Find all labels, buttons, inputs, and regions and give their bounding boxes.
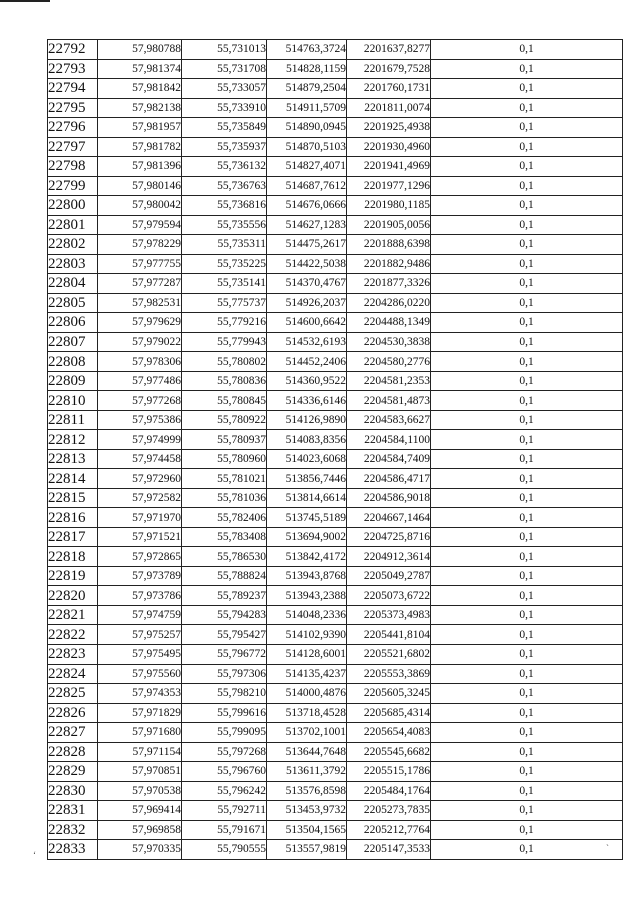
accuracy-cell: 0,1 xyxy=(431,684,623,704)
x-coordinate-cell: 514422,5038 xyxy=(267,254,347,274)
latitude-cell: 57,970335 xyxy=(98,840,182,860)
table-row xyxy=(48,801,623,821)
point-number-cell: 22809 xyxy=(48,371,98,391)
latitude-cell: 57,975495 xyxy=(98,644,182,664)
x-coordinate-cell: 514336,6146 xyxy=(267,391,347,411)
point-number-cell: 22811 xyxy=(48,410,98,430)
longitude-cell: 55,783408 xyxy=(182,527,267,547)
x-coordinate-cell: 513504,1565 xyxy=(267,820,347,840)
table-row xyxy=(48,98,623,118)
latitude-cell: 57,982138 xyxy=(98,98,182,118)
y-coordinate-cell: 2201679,7528 xyxy=(347,59,431,79)
accuracy-cell: 0,1 xyxy=(431,664,623,684)
point-number-cell: 22795 xyxy=(48,98,98,118)
y-coordinate-cell: 2201888,6398 xyxy=(347,235,431,255)
accuracy-cell: 0,1 xyxy=(431,235,623,255)
latitude-cell: 57,979022 xyxy=(98,332,182,352)
table-row xyxy=(48,820,623,840)
latitude-cell: 57,974999 xyxy=(98,430,182,450)
x-coordinate-cell: 514870,5103 xyxy=(267,137,347,157)
point-number-cell: 22800 xyxy=(48,196,98,216)
table-row xyxy=(48,391,623,411)
table-row xyxy=(48,410,623,430)
accuracy-cell: 0,1 xyxy=(431,527,623,547)
accuracy-cell: 0,1 xyxy=(431,313,623,333)
accuracy-cell: 0,1 xyxy=(431,410,623,430)
y-coordinate-cell: 2201905,0056 xyxy=(347,215,431,235)
latitude-cell: 57,973786 xyxy=(98,586,182,606)
y-coordinate-cell: 2201637,8277 xyxy=(347,40,431,60)
point-number-cell: 22796 xyxy=(48,118,98,138)
longitude-cell: 55,735937 xyxy=(182,137,267,157)
point-number-cell: 22821 xyxy=(48,605,98,625)
x-coordinate-cell: 514102,9390 xyxy=(267,625,347,645)
latitude-cell: 57,975560 xyxy=(98,664,182,684)
accuracy-cell: 0,1 xyxy=(431,430,623,450)
table-row xyxy=(48,371,623,391)
longitude-cell: 55,780802 xyxy=(182,352,267,372)
y-coordinate-cell: 2204286,0220 xyxy=(347,293,431,313)
table-row xyxy=(48,40,623,60)
longitude-cell: 55,786530 xyxy=(182,547,267,567)
x-coordinate-cell: 513814,6614 xyxy=(267,488,347,508)
accuracy-cell: 0,1 xyxy=(431,254,623,274)
longitude-cell: 55,799616 xyxy=(182,703,267,723)
latitude-cell: 57,971680 xyxy=(98,723,182,743)
point-number-cell: 22803 xyxy=(48,254,98,274)
accuracy-cell: 0,1 xyxy=(431,196,623,216)
longitude-cell: 55,735311 xyxy=(182,235,267,255)
accuracy-cell: 0,1 xyxy=(431,118,623,138)
y-coordinate-cell: 2205273,7835 xyxy=(347,801,431,821)
x-coordinate-cell: 514000,4876 xyxy=(267,684,347,704)
y-coordinate-cell: 2205515,1786 xyxy=(347,762,431,782)
table-row xyxy=(48,313,623,333)
y-coordinate-cell: 2205049,2787 xyxy=(347,566,431,586)
table-row xyxy=(48,488,623,508)
y-coordinate-cell: 2204912,3614 xyxy=(347,547,431,567)
table-row xyxy=(48,352,623,372)
y-coordinate-cell: 2205685,4314 xyxy=(347,703,431,723)
latitude-cell: 57,974353 xyxy=(98,684,182,704)
x-coordinate-cell: 514763,3724 xyxy=(267,40,347,60)
latitude-cell: 57,970538 xyxy=(98,781,182,801)
longitude-cell: 55,775737 xyxy=(182,293,267,313)
x-coordinate-cell: 514676,0666 xyxy=(267,196,347,216)
longitude-cell: 55,796760 xyxy=(182,762,267,782)
longitude-cell: 55,779216 xyxy=(182,313,267,333)
latitude-cell: 57,969858 xyxy=(98,820,182,840)
x-coordinate-cell: 514475,2617 xyxy=(267,235,347,255)
latitude-cell: 57,981374 xyxy=(98,59,182,79)
longitude-cell: 55,733910 xyxy=(182,98,267,118)
accuracy-cell: 0,1 xyxy=(431,449,623,469)
x-coordinate-cell: 514532,6193 xyxy=(267,332,347,352)
accuracy-cell: 0,1 xyxy=(431,801,623,821)
y-coordinate-cell: 2205484,1764 xyxy=(347,781,431,801)
point-number-cell: 22797 xyxy=(48,137,98,157)
y-coordinate-cell: 2204581,2353 xyxy=(347,371,431,391)
y-coordinate-cell: 2205605,3245 xyxy=(347,684,431,704)
y-coordinate-cell: 2205441,8104 xyxy=(347,625,431,645)
point-number-cell: 22802 xyxy=(48,235,98,255)
latitude-cell: 57,978229 xyxy=(98,235,182,255)
longitude-cell: 55,791671 xyxy=(182,820,267,840)
longitude-cell: 55,736132 xyxy=(182,157,267,177)
table-row xyxy=(48,527,623,547)
accuracy-cell: 0,1 xyxy=(431,352,623,372)
table-row xyxy=(48,235,623,255)
longitude-cell: 55,735141 xyxy=(182,274,267,294)
longitude-cell: 55,780845 xyxy=(182,391,267,411)
point-number-cell: 22817 xyxy=(48,527,98,547)
y-coordinate-cell: 2205373,4983 xyxy=(347,605,431,625)
x-coordinate-cell: 513718,4528 xyxy=(267,703,347,723)
accuracy-cell: 0,1 xyxy=(431,157,623,177)
coordinates-table xyxy=(47,39,623,860)
table-row xyxy=(48,723,623,743)
table-row xyxy=(48,430,623,450)
latitude-cell: 57,972865 xyxy=(98,547,182,567)
y-coordinate-cell: 2205545,6682 xyxy=(347,742,431,762)
longitude-cell: 55,735556 xyxy=(182,215,267,235)
x-coordinate-cell: 514600,6642 xyxy=(267,313,347,333)
latitude-cell: 57,981957 xyxy=(98,118,182,138)
y-coordinate-cell: 2201882,9486 xyxy=(347,254,431,274)
longitude-cell: 55,781036 xyxy=(182,488,267,508)
longitude-cell: 55,731013 xyxy=(182,40,267,60)
table-row xyxy=(48,469,623,489)
accuracy-cell: 0,1 xyxy=(431,469,623,489)
x-coordinate-cell: 514687,7612 xyxy=(267,176,347,196)
latitude-cell: 57,975386 xyxy=(98,410,182,430)
longitude-cell: 55,733057 xyxy=(182,79,267,99)
accuracy-cell: 0,1 xyxy=(431,137,623,157)
latitude-cell: 57,971154 xyxy=(98,742,182,762)
longitude-cell: 55,794283 xyxy=(182,605,267,625)
accuracy-cell: 0,1 xyxy=(431,644,623,664)
y-coordinate-cell: 2204584,1100 xyxy=(347,430,431,450)
table-row xyxy=(48,742,623,762)
point-number-cell: 22827 xyxy=(48,723,98,743)
accuracy-cell: 0,1 xyxy=(431,274,623,294)
longitude-cell: 55,797268 xyxy=(182,742,267,762)
point-number-cell: 22826 xyxy=(48,703,98,723)
point-number-cell: 22825 xyxy=(48,684,98,704)
y-coordinate-cell: 2204586,9018 xyxy=(347,488,431,508)
accuracy-cell: 0,1 xyxy=(431,820,623,840)
table-row xyxy=(48,508,623,528)
x-coordinate-cell: 514827,4071 xyxy=(267,157,347,177)
accuracy-cell: 0,1 xyxy=(431,605,623,625)
y-coordinate-cell: 2204488,1349 xyxy=(347,313,431,333)
accuracy-cell: 0,1 xyxy=(431,703,623,723)
table-row xyxy=(48,644,623,664)
table-row xyxy=(48,254,623,274)
point-number-cell: 22830 xyxy=(48,781,98,801)
latitude-cell: 57,980146 xyxy=(98,176,182,196)
latitude-cell: 57,977755 xyxy=(98,254,182,274)
x-coordinate-cell: 514926,2037 xyxy=(267,293,347,313)
point-number-cell: 22794 xyxy=(48,79,98,99)
latitude-cell: 57,971521 xyxy=(98,527,182,547)
accuracy-cell: 0,1 xyxy=(431,742,623,762)
point-number-cell: 22798 xyxy=(48,157,98,177)
scan-speck: ˋ xyxy=(606,843,609,853)
y-coordinate-cell: 2201930,4960 xyxy=(347,137,431,157)
x-coordinate-cell: 513943,2388 xyxy=(267,586,347,606)
table-row xyxy=(48,293,623,313)
accuracy-cell: 0,1 xyxy=(431,79,623,99)
latitude-cell: 57,978306 xyxy=(98,352,182,372)
accuracy-cell: 0,1 xyxy=(431,723,623,743)
point-number-cell: 22820 xyxy=(48,586,98,606)
table-row xyxy=(48,196,623,216)
table-row xyxy=(48,566,623,586)
point-number-cell: 22813 xyxy=(48,449,98,469)
point-number-cell: 22833 xyxy=(48,840,98,860)
x-coordinate-cell: 514890,0945 xyxy=(267,118,347,138)
x-coordinate-cell: 514135,4237 xyxy=(267,664,347,684)
accuracy-cell: 0,1 xyxy=(431,508,623,528)
y-coordinate-cell: 2204725,8716 xyxy=(347,527,431,547)
longitude-cell: 55,780960 xyxy=(182,449,267,469)
point-number-cell: 22831 xyxy=(48,801,98,821)
accuracy-cell: 0,1 xyxy=(431,371,623,391)
longitude-cell: 55,780836 xyxy=(182,371,267,391)
point-number-cell: 22805 xyxy=(48,293,98,313)
coordinates-table-body xyxy=(48,40,623,860)
y-coordinate-cell: 2201977,1296 xyxy=(347,176,431,196)
table-row xyxy=(48,781,623,801)
longitude-cell: 55,796772 xyxy=(182,644,267,664)
table-row xyxy=(48,684,623,704)
latitude-cell: 57,970851 xyxy=(98,762,182,782)
latitude-cell: 57,977268 xyxy=(98,391,182,411)
point-number-cell: 22829 xyxy=(48,762,98,782)
longitude-cell: 55,781021 xyxy=(182,469,267,489)
latitude-cell: 57,981782 xyxy=(98,137,182,157)
latitude-cell: 57,981396 xyxy=(98,157,182,177)
latitude-cell: 57,979629 xyxy=(98,313,182,333)
y-coordinate-cell: 2205147,3533 xyxy=(347,840,431,860)
point-number-cell: 22822 xyxy=(48,625,98,645)
table-row xyxy=(48,840,623,860)
point-number-cell: 22819 xyxy=(48,566,98,586)
y-coordinate-cell: 2204581,4873 xyxy=(347,391,431,411)
latitude-cell: 57,972960 xyxy=(98,469,182,489)
table-row xyxy=(48,137,623,157)
point-number-cell: 22792 xyxy=(48,40,98,60)
point-number-cell: 22824 xyxy=(48,664,98,684)
accuracy-cell: 0,1 xyxy=(431,840,623,860)
table-row xyxy=(48,176,623,196)
page-edge-mark xyxy=(0,0,50,2)
accuracy-cell: 0,1 xyxy=(431,586,623,606)
accuracy-cell: 0,1 xyxy=(431,391,623,411)
x-coordinate-cell: 514879,2504 xyxy=(267,79,347,99)
accuracy-cell: 0,1 xyxy=(431,98,623,118)
point-number-cell: 22823 xyxy=(48,644,98,664)
point-number-cell: 22807 xyxy=(48,332,98,352)
table-row xyxy=(48,449,623,469)
y-coordinate-cell: 2201811,0074 xyxy=(347,98,431,118)
x-coordinate-cell: 514627,1283 xyxy=(267,215,347,235)
y-coordinate-cell: 2201980,1185 xyxy=(347,196,431,216)
point-number-cell: 22806 xyxy=(48,313,98,333)
y-coordinate-cell: 2205212,7764 xyxy=(347,820,431,840)
point-number-cell: 22818 xyxy=(48,547,98,567)
point-number-cell: 22804 xyxy=(48,274,98,294)
y-coordinate-cell: 2204667,1464 xyxy=(347,508,431,528)
longitude-cell: 55,795427 xyxy=(182,625,267,645)
y-coordinate-cell: 2204530,3838 xyxy=(347,332,431,352)
accuracy-cell: 0,1 xyxy=(431,762,623,782)
point-number-cell: 22812 xyxy=(48,430,98,450)
scan-speck: ‘ xyxy=(33,850,36,860)
longitude-cell: 55,736816 xyxy=(182,196,267,216)
point-number-cell: 22810 xyxy=(48,391,98,411)
x-coordinate-cell: 513745,5189 xyxy=(267,508,347,528)
longitude-cell: 55,789237 xyxy=(182,586,267,606)
table-row xyxy=(48,586,623,606)
point-number-cell: 22799 xyxy=(48,176,98,196)
x-coordinate-cell: 513453,9732 xyxy=(267,801,347,821)
y-coordinate-cell: 2201925,4938 xyxy=(347,118,431,138)
longitude-cell: 55,796242 xyxy=(182,781,267,801)
latitude-cell: 57,971970 xyxy=(98,508,182,528)
longitude-cell: 55,731708 xyxy=(182,59,267,79)
latitude-cell: 57,975257 xyxy=(98,625,182,645)
accuracy-cell: 0,1 xyxy=(431,40,623,60)
y-coordinate-cell: 2201877,3326 xyxy=(347,274,431,294)
longitude-cell: 55,780922 xyxy=(182,410,267,430)
longitude-cell: 55,735225 xyxy=(182,254,267,274)
latitude-cell: 57,980788 xyxy=(98,40,182,60)
accuracy-cell: 0,1 xyxy=(431,293,623,313)
accuracy-cell: 0,1 xyxy=(431,781,623,801)
latitude-cell: 57,974458 xyxy=(98,449,182,469)
y-coordinate-cell: 2205654,4083 xyxy=(347,723,431,743)
point-number-cell: 22801 xyxy=(48,215,98,235)
y-coordinate-cell: 2204583,6627 xyxy=(347,410,431,430)
x-coordinate-cell: 513702,1001 xyxy=(267,723,347,743)
table-row xyxy=(48,703,623,723)
longitude-cell: 55,779943 xyxy=(182,332,267,352)
latitude-cell: 57,974759 xyxy=(98,605,182,625)
y-coordinate-cell: 2204580,2776 xyxy=(347,352,431,372)
table-row xyxy=(48,762,623,782)
table-row xyxy=(48,157,623,177)
y-coordinate-cell: 2204586,4717 xyxy=(347,469,431,489)
x-coordinate-cell: 514128,6001 xyxy=(267,644,347,664)
longitude-cell: 55,790555 xyxy=(182,840,267,860)
point-number-cell: 22816 xyxy=(48,508,98,528)
longitude-cell: 55,792711 xyxy=(182,801,267,821)
y-coordinate-cell: 2205073,6722 xyxy=(347,586,431,606)
latitude-cell: 57,972582 xyxy=(98,488,182,508)
latitude-cell: 57,977287 xyxy=(98,274,182,294)
accuracy-cell: 0,1 xyxy=(431,566,623,586)
x-coordinate-cell: 513557,9819 xyxy=(267,840,347,860)
point-number-cell: 22828 xyxy=(48,742,98,762)
x-coordinate-cell: 514126,9890 xyxy=(267,410,347,430)
x-coordinate-cell: 513842,4172 xyxy=(267,547,347,567)
latitude-cell: 57,969414 xyxy=(98,801,182,821)
longitude-cell: 55,736763 xyxy=(182,176,267,196)
x-coordinate-cell: 514911,5709 xyxy=(267,98,347,118)
x-coordinate-cell: 514083,8356 xyxy=(267,430,347,450)
longitude-cell: 55,782406 xyxy=(182,508,267,528)
y-coordinate-cell: 2205553,3869 xyxy=(347,664,431,684)
y-coordinate-cell: 2205521,6802 xyxy=(347,644,431,664)
accuracy-cell: 0,1 xyxy=(431,488,623,508)
latitude-cell: 57,973789 xyxy=(98,566,182,586)
table-row xyxy=(48,547,623,567)
point-number-cell: 22793 xyxy=(48,59,98,79)
x-coordinate-cell: 514023,6068 xyxy=(267,449,347,469)
x-coordinate-cell: 514360,9522 xyxy=(267,371,347,391)
x-coordinate-cell: 513694,9002 xyxy=(267,527,347,547)
accuracy-cell: 0,1 xyxy=(431,547,623,567)
accuracy-cell: 0,1 xyxy=(431,215,623,235)
point-number-cell: 22815 xyxy=(48,488,98,508)
longitude-cell: 55,797306 xyxy=(182,664,267,684)
point-number-cell: 22832 xyxy=(48,820,98,840)
table-row xyxy=(48,274,623,294)
accuracy-cell: 0,1 xyxy=(431,625,623,645)
table-row xyxy=(48,664,623,684)
point-number-cell: 22808 xyxy=(48,352,98,372)
latitude-cell: 57,980042 xyxy=(98,196,182,216)
table-row xyxy=(48,215,623,235)
y-coordinate-cell: 2204584,7409 xyxy=(347,449,431,469)
table-row xyxy=(48,118,623,138)
y-coordinate-cell: 2201760,1731 xyxy=(347,79,431,99)
latitude-cell: 57,982531 xyxy=(98,293,182,313)
latitude-cell: 57,977486 xyxy=(98,371,182,391)
latitude-cell: 57,979594 xyxy=(98,215,182,235)
x-coordinate-cell: 514370,4767 xyxy=(267,274,347,294)
point-number-cell: 22814 xyxy=(48,469,98,489)
x-coordinate-cell: 513943,8768 xyxy=(267,566,347,586)
x-coordinate-cell: 513611,3792 xyxy=(267,762,347,782)
table-row xyxy=(48,605,623,625)
table-row xyxy=(48,625,623,645)
longitude-cell: 55,735849 xyxy=(182,118,267,138)
table-row xyxy=(48,332,623,352)
table-row xyxy=(48,79,623,99)
accuracy-cell: 0,1 xyxy=(431,332,623,352)
x-coordinate-cell: 513856,7446 xyxy=(267,469,347,489)
x-coordinate-cell: 513576,8598 xyxy=(267,781,347,801)
x-coordinate-cell: 513644,7648 xyxy=(267,742,347,762)
accuracy-cell: 0,1 xyxy=(431,59,623,79)
latitude-cell: 57,971829 xyxy=(98,703,182,723)
x-coordinate-cell: 514048,2336 xyxy=(267,605,347,625)
longitude-cell: 55,780937 xyxy=(182,430,267,450)
accuracy-cell: 0,1 xyxy=(431,176,623,196)
latitude-cell: 57,981842 xyxy=(98,79,182,99)
y-coordinate-cell: 2201941,4969 xyxy=(347,157,431,177)
longitude-cell: 55,798210 xyxy=(182,684,267,704)
longitude-cell: 55,799095 xyxy=(182,723,267,743)
table-row xyxy=(48,59,623,79)
longitude-cell: 55,788824 xyxy=(182,566,267,586)
x-coordinate-cell: 514452,2406 xyxy=(267,352,347,372)
x-coordinate-cell: 514828,1159 xyxy=(267,59,347,79)
